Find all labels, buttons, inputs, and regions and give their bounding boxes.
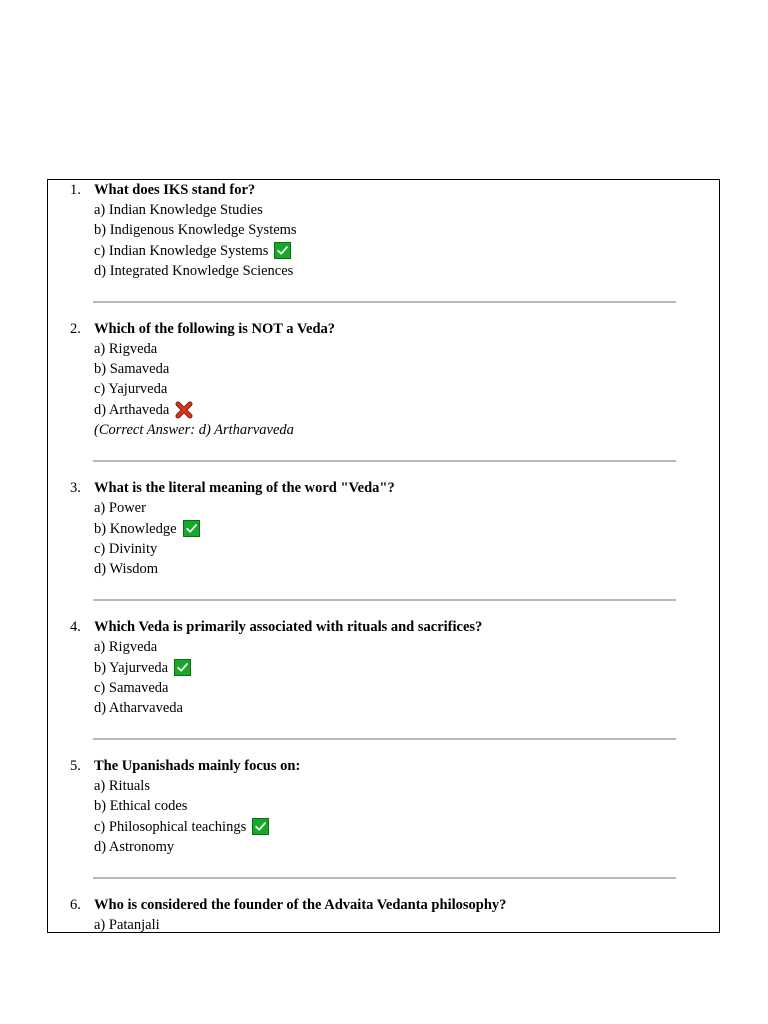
question-text: What does IKS stand for? xyxy=(94,182,256,198)
cross-icon xyxy=(175,401,193,419)
question-text: Who is considered the founder of the Advaita Vedanta philosophy? xyxy=(94,897,507,913)
question-number: 1. xyxy=(70,182,81,198)
answer-option xyxy=(94,539,200,559)
question-divider xyxy=(93,301,676,303)
answer-option-label: b) Knowledge xyxy=(94,520,177,537)
question-divider xyxy=(93,460,676,462)
answer-option-label: a) Rituals xyxy=(94,778,150,794)
check-icon xyxy=(252,818,269,835)
question-divider xyxy=(93,599,676,601)
answer-option-label: a) Rigveda xyxy=(94,639,158,655)
answer-option-label: b) Samaveda xyxy=(94,361,170,377)
answer-option xyxy=(94,559,200,579)
quiz-document-frame xyxy=(47,179,720,933)
question-text: What is the literal meaning of the word "Veda"? xyxy=(94,480,395,496)
answer-option xyxy=(94,200,297,220)
answer-option-label: d) Integrated Knowledge Sciences xyxy=(94,263,294,279)
answer-option xyxy=(94,379,294,399)
answer-option xyxy=(94,339,294,359)
question-divider xyxy=(93,738,676,740)
question-number: 2. xyxy=(70,321,81,337)
check-icon xyxy=(274,242,291,259)
answer-option xyxy=(94,796,269,816)
answer-option xyxy=(94,837,269,857)
answer-option-label: a) Rigveda xyxy=(94,341,158,357)
answer-option xyxy=(94,678,191,698)
check-icon xyxy=(183,520,200,537)
answer-option xyxy=(94,637,191,657)
answer-option-label: d) Wisdom xyxy=(94,561,158,577)
question-number: 3. xyxy=(70,480,81,496)
answer-option xyxy=(94,698,191,718)
answer-option xyxy=(94,518,200,539)
option-list xyxy=(94,498,200,579)
answer-option-label: b) Indigenous Knowledge Systems xyxy=(94,222,297,238)
answer-option xyxy=(94,359,294,379)
answer-option-label: b) Ethical codes xyxy=(94,798,188,814)
answer-option-label: a) Patanjali xyxy=(94,917,160,933)
answer-option xyxy=(94,776,269,796)
answer-option-label: c) Philosophical teachings xyxy=(94,818,247,835)
answer-option-label: a) Power xyxy=(94,500,146,516)
option-list xyxy=(94,915,160,933)
answer-option-label: d) Astronomy xyxy=(94,839,175,855)
answer-option xyxy=(94,399,294,420)
answer-option xyxy=(94,220,297,240)
answer-option-label: c) Yajurveda xyxy=(94,381,168,397)
answer-option-label: b) Yajurveda xyxy=(94,659,169,676)
question-number: 5. xyxy=(70,758,81,774)
answer-option-label: c) Divinity xyxy=(94,541,158,557)
answer-option-label: d) Atharvaveda xyxy=(94,700,183,716)
option-list xyxy=(94,200,297,281)
question-text: The Upanishads mainly focus on: xyxy=(94,758,301,774)
question-divider xyxy=(93,877,676,879)
option-list xyxy=(94,339,294,440)
check-icon xyxy=(174,659,191,676)
answer-option-label: c) Indian Knowledge Systems xyxy=(94,242,269,259)
question-text: Which of the following is NOT a Veda? xyxy=(94,321,336,337)
question-number: 6. xyxy=(70,897,81,913)
answer-option xyxy=(94,498,200,518)
answer-option xyxy=(94,816,269,837)
answer-option xyxy=(94,240,297,261)
correct-answer-note: (Correct Answer: d) Artharvaveda xyxy=(94,422,294,438)
answer-option xyxy=(94,657,191,678)
answer-option-label: a) Indian Knowledge Studies xyxy=(94,202,263,218)
option-list xyxy=(94,776,269,857)
answer-option-label: d) Arthaveda xyxy=(94,401,170,418)
question-number: 4. xyxy=(70,619,81,635)
option-list xyxy=(94,637,191,718)
answer-option-label: c) Samaveda xyxy=(94,680,169,696)
answer-option xyxy=(94,915,160,933)
question-text: Which Veda is primarily associated with rituals and sacrifices? xyxy=(94,619,483,635)
answer-option xyxy=(94,261,297,281)
